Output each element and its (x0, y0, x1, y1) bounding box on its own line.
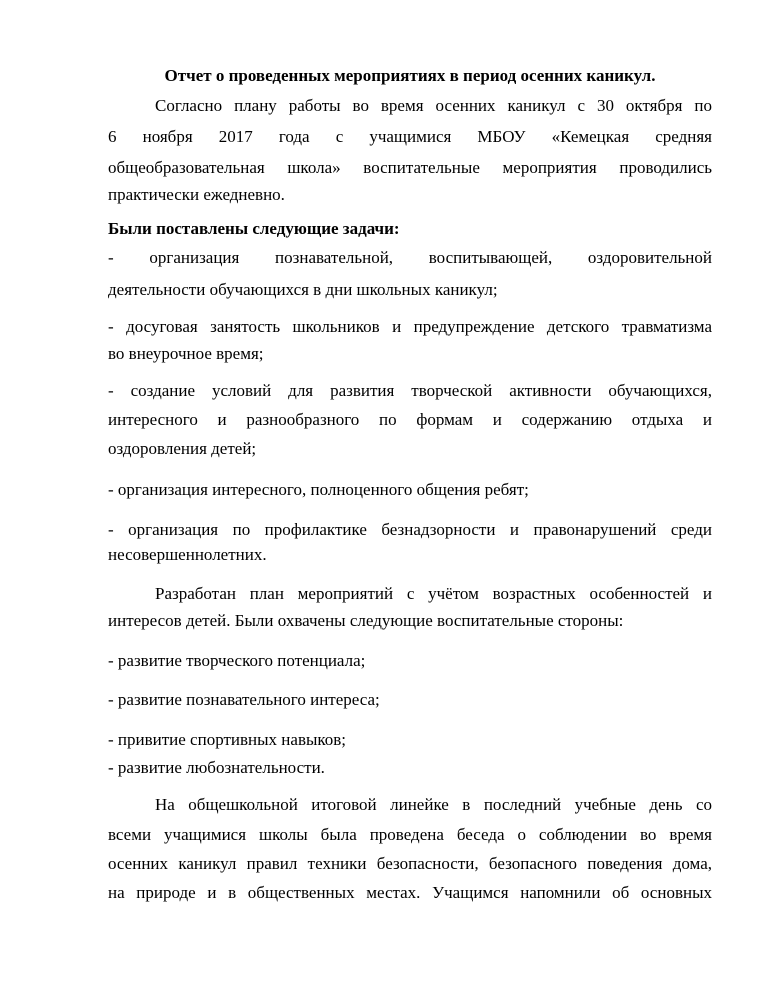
task-1-line-1: - организация познавательной, воспитывающей, оздоровительной (108, 248, 712, 267)
task-3-line-1: - создание условий для развития творческой активности обучающихся, (108, 381, 712, 400)
task-3-line-3: оздоровления детей; (108, 439, 257, 458)
intro-line-2: 6 ноября 2017 года с учащимися МБОУ «Кемецкая средняя (108, 127, 712, 146)
intro-line-1: Согласно плану работы во время осенних каникул с 30 октября по (155, 96, 712, 115)
side-item-4: - развитие любознательности. (108, 758, 325, 777)
task-3-line-2: интересного и разнообразного по формам и содержанию отдыха и (108, 410, 712, 429)
task-2-line-2: во внеурочное время; (108, 344, 264, 363)
closing-line-2: всеми учащимися школы была проведена беседа о соблюдении во время (108, 825, 712, 844)
plan-line-1: Разработан план мероприятий с учётом возрастных особенностей и (155, 584, 712, 603)
tasks-heading: Были поставлены следующие задачи: (108, 219, 400, 238)
task-2-line-1: - досуговая занятость школьников и предупреждение детского травматизма (108, 317, 712, 336)
closing-line-1: На общешкольной итоговой линейке в последний учебные день со (155, 795, 712, 814)
task-1-line-2: деятельности обучающихся в дни школьных каникул; (108, 280, 498, 299)
side-item-3: - привитие спортивных навыков; (108, 730, 347, 749)
document-title: Отчет о проведенных мероприятиях в период осенних каникул. (164, 66, 656, 85)
intro-line-4: практически ежедневно. (108, 185, 285, 204)
task-4-line-1: - организация интересного, полноценного общения ребят; (108, 480, 529, 499)
side-item-1: - развитие творческого потенциала; (108, 651, 366, 670)
task-5-line-1: - организация по профилактике безнадзорности и правонарушений среди (108, 520, 712, 539)
intro-line-3: общеобразовательная школа» воспитательные мероприятия проводились (108, 158, 712, 177)
closing-line-3: осенних каникул правил техники безопасности, безопасного поведения дома, (108, 854, 712, 873)
closing-line-4: на природе и в общественных местах. Учащимся напомнили об основных (108, 883, 712, 902)
side-item-2: - развитие познавательного интереса; (108, 690, 380, 709)
task-5-line-2: несовершеннолетних. (108, 545, 267, 564)
plan-line-2: интересов детей. Были охвачены следующие воспитательные стороны: (108, 611, 624, 630)
